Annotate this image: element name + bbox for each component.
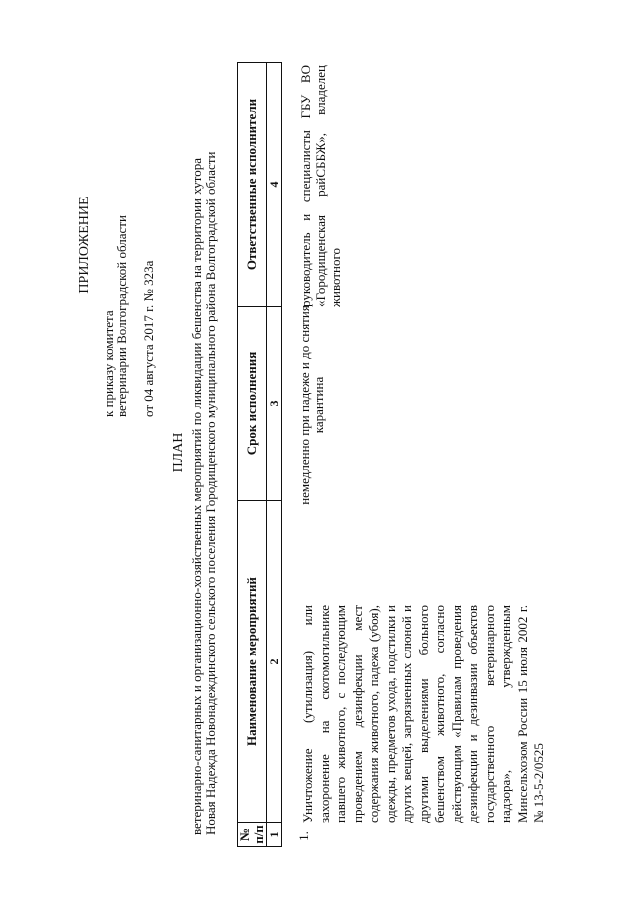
- plan-subtitle-line2: Новая Надежда Новонадеждинского сельского поселения Городищенского муниципального района Волгоградской области: [203, 151, 218, 835]
- col-number-1: 1: [267, 823, 282, 847]
- plan-subtitle-line1: ветеринарно-санитарных и организационно-хозяйственных мероприятий по ликвидации бешенства на территории хутора: [189, 158, 204, 835]
- appendix-title: ПРИЛОЖЕНИЕ: [77, 196, 92, 294]
- order-reference: [102, 117, 128, 417]
- header-num: № п/п: [238, 823, 267, 847]
- row-responsible: руководитель и специалисты ГБУ ВО «Городищенская райСББЖ», владелец животного: [298, 65, 343, 307]
- order-date: от 04 августа 2017 г. № 323а: [141, 260, 156, 417]
- order-reference-line2: ветеринарии Волгоградской области: [114, 215, 129, 417]
- col-number-4: 4: [267, 63, 282, 307]
- col-number-3: 3: [267, 307, 282, 501]
- row-deadline: немедленно при падеже и до снятия карантина: [297, 305, 326, 505]
- row-action: Уничтожение (утилизация) или захоронение на скотомогильнике павшего животного, с последующим проведением дезинфекции мест содержания животного, падежа (убоя), одежды, предметов ухода, подстилки и других вещей, загрязненных слюной и другими выделениями больного бешенством животного, согласно действующим «Правилам проведения дезинфекции и дезинвазии объектов государственного ветеринарного надзора», утвержденным Минсельхозом России 15 июля 2002 г. № 13-5-2/0525: [300, 605, 546, 823]
- order-reference-line1: к приказу комитета: [101, 310, 116, 417]
- plan-subtitle: [190, 55, 218, 835]
- plan-table-header: [237, 62, 282, 847]
- row-number: 1.: [296, 831, 311, 841]
- plan-title: ПЛАН: [171, 432, 186, 473]
- header-action: Наименование мероприятий: [238, 501, 267, 823]
- header-deadline: Срок исполнения: [238, 307, 267, 501]
- col-number-2: 2: [267, 501, 282, 823]
- header-responsible: Ответственные исполнители: [238, 63, 267, 307]
